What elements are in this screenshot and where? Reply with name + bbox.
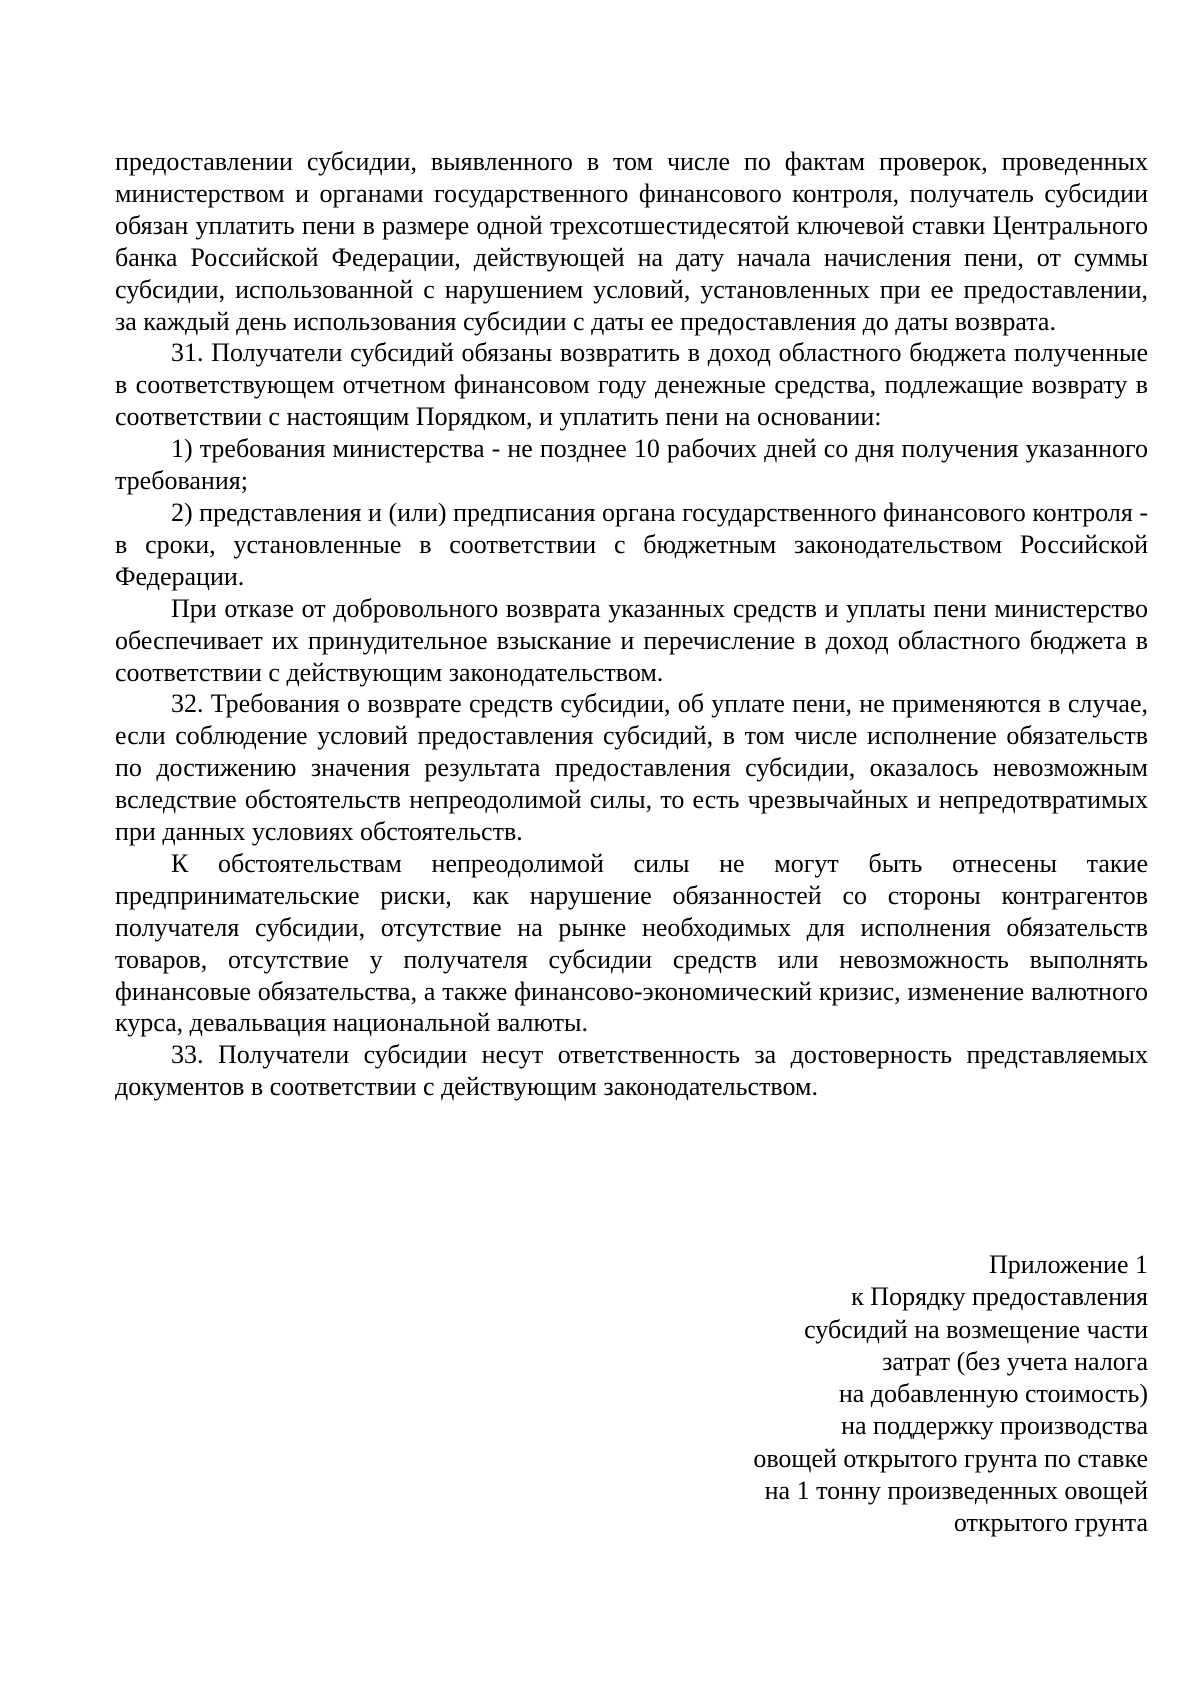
- paragraph-item-31-sub-1: 1) требования министерства - не позднее 10 рабочих дней со дня получения указанного требования;: [115, 434, 1148, 496]
- paragraph-item-33: 33. Получатели субсидии несут ответственность за достоверность представляемых документов в соответствии с действующим законодательством.: [115, 1040, 1148, 1102]
- appendix-heading: [690, 1249, 1148, 1540]
- appendix-line: Приложение 1: [988, 1250, 1148, 1279]
- appendix-line: на поддержку производства: [841, 1411, 1148, 1441]
- appendix-line: на 1 тонну произведенных овощей: [764, 1476, 1148, 1506]
- paragraph-item-31-sub-2: 2) представления и (или) предписания органа государственного финансового контроля - в сроки, установленные в соответствии с бюджетным законодательством Российской Федерации.: [115, 497, 1148, 591]
- appendix-line: овощей открытого грунта по ставке: [753, 1443, 1148, 1473]
- document-body: [115, 146, 1148, 1103]
- appendix-line: затрат (без учета налога: [882, 1346, 1148, 1376]
- paragraph-refusal: При отказе от добровольного возврата указанных средств и уплаты пени министерство обеспечивает их принудительное взыскание и перечисление в доход областного бюджета в соответствии с действующим законодательством.: [115, 593, 1148, 687]
- paragraph-item-32: 32. Требования о возврате средств субсидии, об уплате пени, не применяются в случае, если соблюдение условий предоставления субсидий, в том числе исполнение обязательств по достижению значения результата предоставления субсидии, оказалось невозможным вследствие обстоятельств непреодолимой силы, то есть чрезвычайных и непредотвратимых при данных условиях обстоятельств.: [115, 689, 1148, 847]
- paragraph-force-majeure: К обстоятельствам непреодолимой силы не могут быть отнесены такие предпринимательские риски, как нарушение обязанностей со стороны контрагентов получателя субсидии, отсутствие на рынке необходимых для исполнения обязательств товаров, отсутствие у получателя субсидии средств или невозможность выполнять финансовые обязательства, а также финансово-экономический кризис, изменение валютного курса, девальвация национальной валюты.: [115, 848, 1148, 1038]
- appendix-line: субсидий на возмещение части: [804, 1314, 1148, 1344]
- paragraph-continuation: предоставлении субсидии, выявленного в том числе по фактам проверок, проведенных министерством и органами государственного финансового контроля, получатель субсидии обязан уплатить пени в размере одной трехсотшестидесятой ключевой ставки Центрального банка Российской Федерации, действующей на дату начала начисления пени, от суммы субсидии, использованной с нарушением условий, установленных при ее предоставлении, за каждый день использования субсидии с даты ее предоставления до даты возврата.: [115, 147, 1148, 336]
- appendix-line: на добавленную стоимость): [838, 1379, 1148, 1409]
- paragraph-item-31: 31. Получатели субсидий обязаны возвратить в доход областного бюджета полученные в соответствующем отчетном финансовом году денежные средства, подлежащие возврату в соответствии с настоящим Порядком, и уплатить пени на основании:: [115, 338, 1148, 432]
- appendix-line: к Порядку предоставления: [851, 1282, 1148, 1312]
- appendix-line: открытого грунта: [953, 1508, 1148, 1538]
